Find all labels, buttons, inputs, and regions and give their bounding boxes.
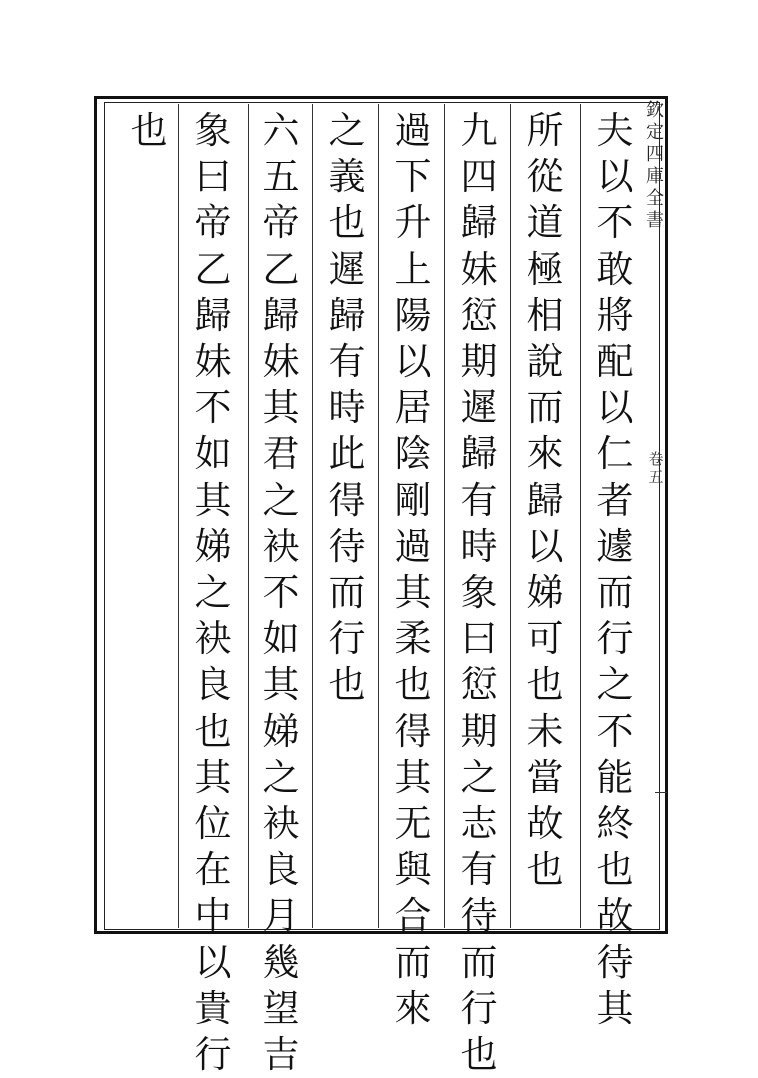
character: 如 [262,617,300,661]
character: 也 [596,848,634,892]
column-rule [248,104,249,928]
character: 未 [526,709,564,753]
character: 其 [262,386,300,430]
character: 也 [194,709,232,753]
character: 過 [394,524,432,568]
character: 相 [526,293,564,337]
character: 得 [328,478,366,522]
character: 之 [328,109,366,152]
character: 終 [596,802,634,846]
character: 可 [526,617,564,661]
character: 故 [596,894,634,938]
character: 月 [262,894,300,938]
character: 也 [328,663,366,707]
character: 也 [526,848,564,892]
character: 曰 [460,617,498,661]
column-rule [580,104,581,928]
character: 卷 [648,450,664,468]
character: 妹 [194,340,232,384]
character: 庫 [646,166,664,187]
character: 待 [328,524,366,568]
character: 四 [646,144,664,165]
text-column-7 [184,108,242,1078]
character: 陰 [394,432,432,476]
character: 居 [394,386,432,430]
character: 其 [194,755,232,799]
character: 來 [394,986,432,1030]
character: 其 [262,663,300,707]
character: 極 [526,247,564,291]
character: 帝 [194,201,232,245]
character: 在 [194,848,232,892]
character: 升 [394,201,432,245]
character: 中 [194,894,232,938]
character: 曰 [194,155,232,199]
character: 乙 [262,247,300,291]
character: 妹 [460,247,498,291]
character: 之 [194,571,232,615]
character: 以 [394,340,432,384]
character: 書 [646,210,664,231]
character: 而 [596,571,634,615]
character: 與 [394,848,432,892]
character: 望 [262,986,300,1030]
character: 不 [262,571,300,615]
character: 歸 [328,293,366,337]
character: 之 [596,663,634,707]
character: 行 [596,617,634,661]
character: 不 [194,386,232,430]
character: 期 [460,709,498,753]
character: 陽 [394,293,432,337]
character: 五 [648,468,664,486]
character: 剛 [394,478,432,522]
character: 義 [328,155,366,199]
character: 不 [596,709,634,753]
character: 下 [394,155,432,199]
character: 四 [460,155,498,199]
character: 以 [596,155,634,199]
character: 時 [460,524,498,568]
character: 也 [394,663,432,707]
character: 也 [526,663,564,707]
character: 來 [526,432,564,476]
character: 敢 [596,247,634,291]
character: 良 [194,663,232,707]
character: 以 [526,524,564,568]
character: 有 [460,848,498,892]
text-column-5 [318,108,376,709]
text-column-4 [384,108,442,1032]
character: 貴 [194,986,232,1030]
character: 有 [328,340,366,384]
character: 娣 [194,524,232,568]
character: 之 [262,478,300,522]
character: 不 [596,201,634,245]
column-rule [178,104,179,928]
character: 无 [394,802,432,846]
character: 如 [194,432,232,476]
character: 欽 [646,100,664,121]
column-rule [378,104,379,928]
character: 仁 [596,432,634,476]
character: 娣 [262,709,300,753]
character: 之 [262,755,300,799]
text-column-8 [120,108,178,154]
character: 而 [460,940,498,984]
character: 定 [646,122,664,143]
character: 位 [194,802,232,846]
character: 有 [460,478,498,522]
character: 將 [596,293,634,337]
text-column-6 [252,108,310,1078]
character: 歸 [262,293,300,337]
character: 配 [596,340,634,384]
book-title-margin [644,100,666,232]
character: 妹 [262,340,300,384]
character: 乙 [194,247,232,291]
column-rule [444,104,445,928]
character: 袂 [194,617,232,661]
character: 良 [262,848,300,892]
character: 全 [646,188,664,209]
character: 袂 [262,802,300,846]
character: 行 [328,617,366,661]
character: 能 [596,755,634,799]
character: 志 [460,802,498,846]
character: 帝 [262,201,300,245]
character: 遽 [596,524,634,568]
character: 此 [328,432,366,476]
character: 待 [460,894,498,938]
character: 象 [460,571,498,615]
text-column-3 [450,108,508,1078]
character: 夫 [596,109,634,152]
character: 歸 [460,201,498,245]
volume-label-margin [646,450,666,486]
character: 遲 [460,386,498,430]
character: 而 [328,571,366,615]
character: 其 [596,986,634,1030]
character: 之 [460,755,498,799]
character: 期 [460,340,498,384]
character: 行 [194,1033,232,1077]
character: 而 [394,940,432,984]
character: 以 [194,940,232,984]
character: 其 [394,571,432,615]
character: 歸 [460,432,498,476]
character: 待 [596,940,634,984]
character: 歸 [194,293,232,337]
character: 當 [526,755,564,799]
character: 者 [596,478,634,522]
character: 幾 [262,940,300,984]
margin-tick [655,792,667,793]
character: 吉 [262,1033,300,1077]
character: 以 [596,386,634,430]
character: 說 [526,340,564,384]
character: 愆 [460,293,498,337]
character: 象 [194,109,232,152]
column-rule [312,104,313,928]
character: 過 [394,109,432,152]
character: 時 [328,386,366,430]
character: 從 [526,155,564,199]
column-rule [510,104,511,928]
character: 道 [526,201,564,245]
character: 歸 [526,478,564,522]
character: 袂 [262,524,300,568]
character: 得 [394,709,432,753]
character: 也 [328,201,366,245]
character: 其 [394,755,432,799]
character: 娣 [526,571,564,615]
character: 其 [194,478,232,522]
character: 六 [262,109,300,152]
character: 而 [526,386,564,430]
character: 也 [130,109,168,152]
character: 行 [460,986,498,1030]
character: 愆 [460,663,498,707]
character: 九 [460,109,498,152]
character: 也 [460,1033,498,1077]
character: 上 [394,247,432,291]
text-column-1 [586,108,644,1032]
character: 柔 [394,617,432,661]
text-column-2 [516,108,574,893]
character: 五 [262,155,300,199]
character: 君 [262,432,300,476]
character: 合 [394,894,432,938]
character: 所 [526,109,564,152]
character: 故 [526,802,564,846]
character: 遲 [328,247,366,291]
